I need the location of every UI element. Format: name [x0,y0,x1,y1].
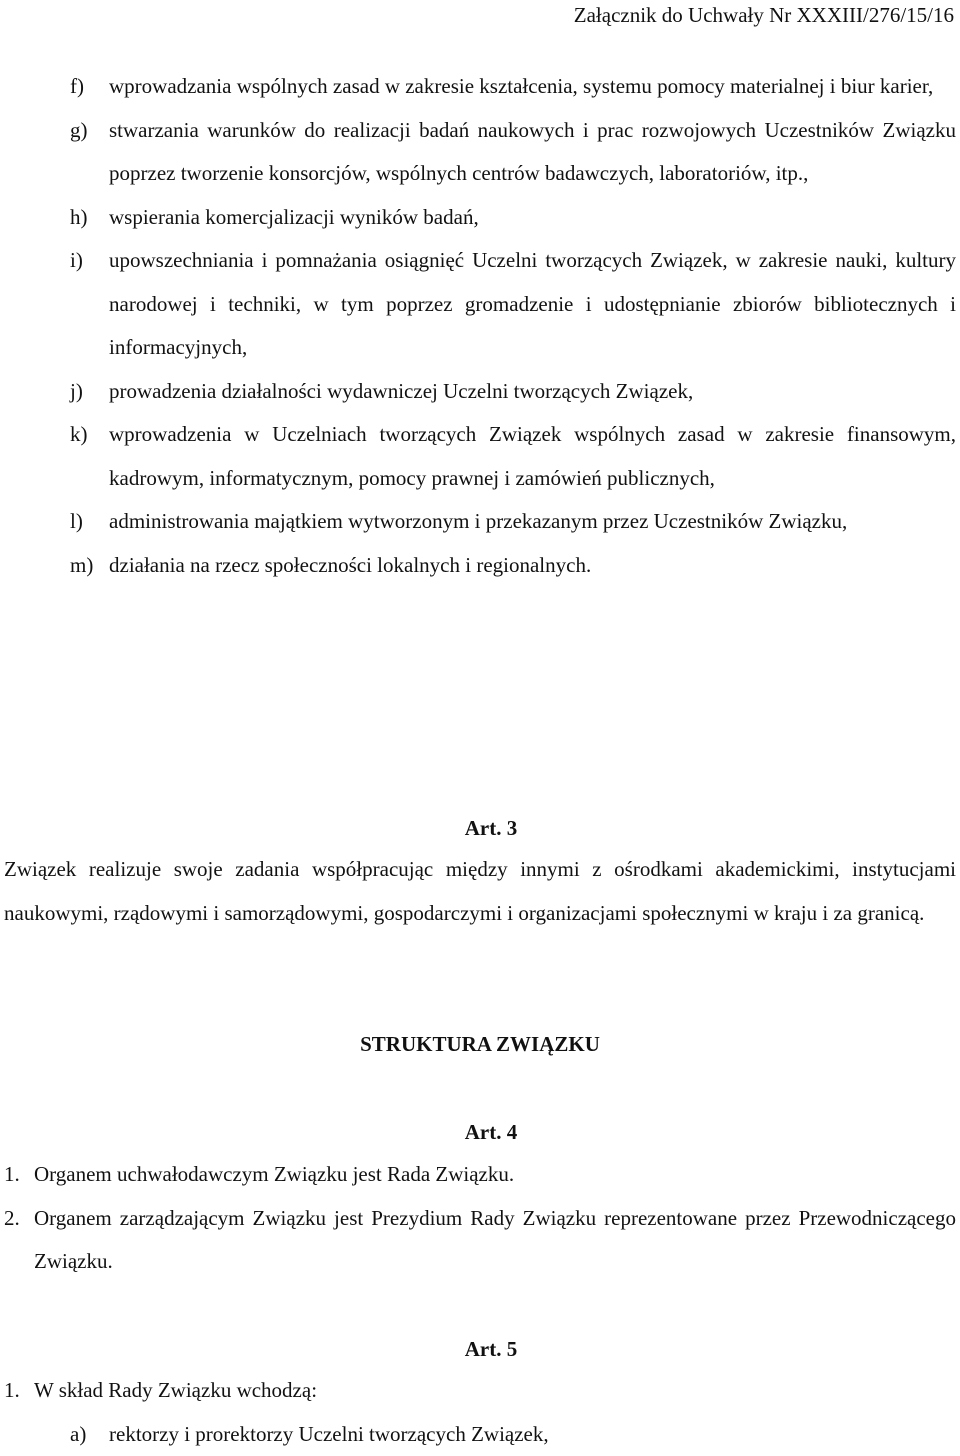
art5-list [0,1369,960,1456]
list-item-f [0,65,956,109]
list-marker: f) [70,65,84,109]
page-header-annex: Załącznik do Uchwały Nr XXXIII/276/15/16 [574,2,954,28]
art4-list [0,1153,960,1284]
list-marker: j) [70,370,83,414]
list-marker: 2. [4,1197,20,1241]
list-item-j [0,370,956,414]
list-item-text: prowadzenia działalności wydawniczej Uczelni tworzących Związek, [109,379,693,403]
list-marker: 1. [4,1153,20,1197]
list-item-i [0,239,956,370]
list-item-text: stwarzania warunków do realizacji badań naukowych i prac rozwojowych Uczestników Związku poprzez tworzenie konsorcjów, wspólnych centrów badawczych, laboratoriów, itp., [109,118,956,186]
list-item-h [0,196,956,240]
list-item-text: W skład Rady Związku wchodzą: [34,1378,317,1402]
list-marker: l) [70,500,83,544]
list-marker: i) [70,239,83,283]
list-item-text: działania na rzecz społeczności lokalnych i regionalnych. [109,553,591,577]
list-item-text: upowszechniania i pomnażania osiągnięć Uczelni tworzących Związek, w zakresie nauki, kultury narodowej i techniki, w tym poprzez gromadzenie i udostępnianie zbiorów bibliotecznych i informacyjnych, [109,248,956,359]
list-item-text: administrowania majątkiem wytworzonym i przekazanym przez Uczestników Związku, [109,509,847,533]
list-item-l [0,500,956,544]
list-marker: m) [70,544,93,588]
list-item-text: rektorzy i prorektorzy Uczelni tworzących Związek, [109,1422,549,1446]
art4-item-2 [0,1197,956,1284]
art5-item-1 [0,1369,956,1413]
list-marker: 1. [4,1369,20,1413]
art5-heading: Art. 5 [0,1334,960,1364]
list-item-text: Organem zarządzającym Związku jest Prezydium Rady Związku reprezentowane przez Przewodniczącego Związku. [34,1206,956,1274]
art5-subitem-a [0,1413,956,1456]
list-item-text: wprowadzenia w Uczelniach tworzących Związek wspólnych zasad w zakresie finansowym, kadrowym, informatycznym, pomocy prawnej i zamówień publicznych, [109,422,956,490]
list-marker: k) [70,413,88,457]
list-marker: g) [70,109,88,153]
list-item-text: Organem uchwałodawczym Związku jest Rada Związku. [34,1162,514,1186]
art4-heading: Art. 4 [0,1117,960,1147]
list-item-g [0,109,956,196]
list-item-text: wspierania komercjalizacji wyników badań, [109,205,479,229]
list-item-text: wprowadzania wspólnych zasad w zakresie kształcenia, systemu pomocy materialnej i biur karier, [109,74,933,98]
list-item-m [0,544,956,588]
section-title: STRUKTURA ZWIĄZKU [0,1029,960,1059]
list-item-k [0,413,956,500]
art3-heading: Art. 3 [0,813,960,843]
list-marker: h) [70,196,88,240]
art3-paragraph: Związek realizuje swoje zadania współpracując między innymi z ośrodkami akademickimi, instytucjami naukowymi, rządowymi i samorządowymi, gospodarczymi i organizacjami społecznymi w kraju i za granicą. [4,848,956,935]
art4-item-1 [0,1153,956,1197]
list-marker: a) [70,1413,86,1456]
art2-list [0,65,960,587]
